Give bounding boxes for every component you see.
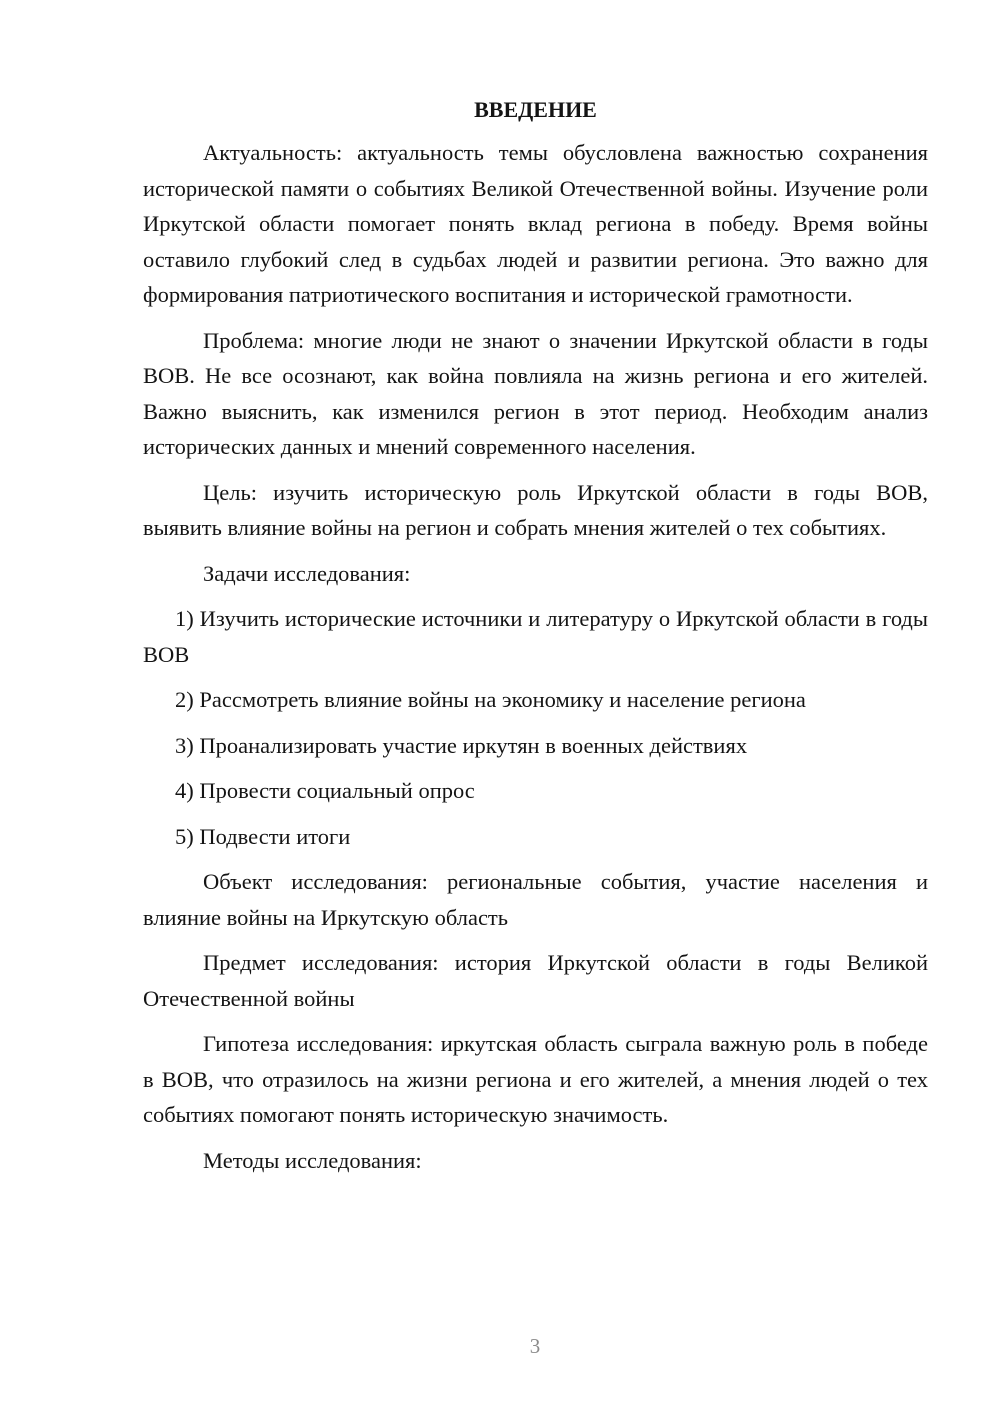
paragraph-hypothesis: Гипотеза исследования: иркутская область сыграла важную роль в победе в ВОВ, что отразилось на жизни региона и его жителей, а мнения людей о тех событиях помогают понять историческую значимость. [143,1031,928,1127]
paragraph-object: Объект исследования: региональные события, участие населения и влияние войны на Иркутскую область [143,869,928,930]
paragraph-goal: Цель: изучить историческую роль Иркутской области в годы ВОВ, выявить влияние войны на регион и собрать мнения жителей о тех событиях. [143,479,928,540]
paragraph-relevance: Актуальность: актуальность темы обусловлена важностью сохранения исторической памяти о событиях Великой Отечественной войны. Изучение роли Иркутской области помогает понять вклад региона в победу. Время войны оставило глубокий след в судьбах людей и развитии региона. Это важно для формирования патриотического воспитания и исторической грамотности. [143,140,928,307]
tasks-list [143,601,928,854]
paragraph-problem: Проблема: многие люди не знают о значении Иркутской области в годы ВОВ. Не все осознают, как война повлияла на жизнь региона и его жителей. Важно выяснить, как изменился регион в этот период. Необходим анализ исторических данных и мнений современного населения. [143,327,928,459]
list-item: 2) Рассмотреть влияние войны на экономику и население региона [175,687,806,712]
list-item: 5) Подвести итоги [175,823,351,849]
page-number: 3 [529,1334,541,1358]
list-item: 4) Провести социальный опрос [175,778,475,803]
list-item: 3) Проанализировать участие иркутян в военных действиях [175,732,748,758]
paragraph-subject: Предмет исследования: история Иркутской области в годы Великой Отечественной войны [143,950,928,1011]
page-title: ВВЕДЕНИЕ [474,97,597,122]
paragraph-methods-heading: Методы исследования: [203,1147,422,1173]
list-item: 1) Изучить исторические источники и литературу о Иркутской области в годы ВОВ [143,606,928,667]
paragraph-tasks-heading: Задачи исследования: [203,560,411,586]
page-content [143,92,928,1188]
